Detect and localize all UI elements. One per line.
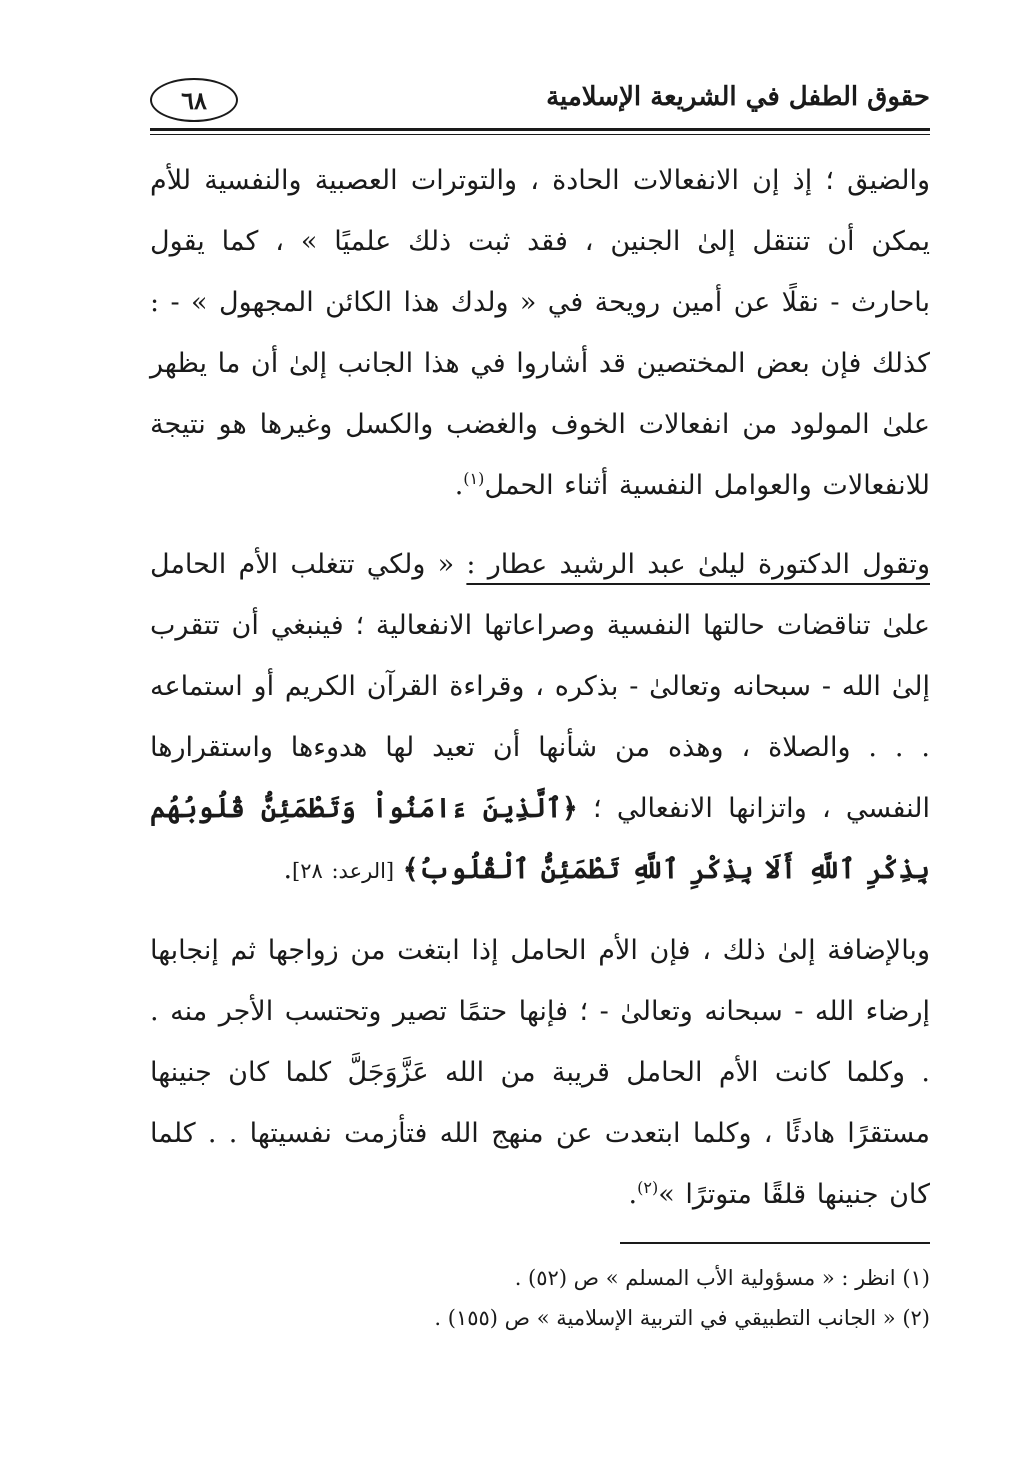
page-number: ٦٨ [181, 85, 207, 115]
surah-reference: [الرعد: ٢٨] [292, 859, 403, 883]
paragraph-3-text: وبالإضافة إلىٰ ذلك ، فإن الأم الحامل إذا ابتغت من زواجها ثم إنجابها إرضاء الله - سبحانه وتعالىٰ - ؛ فإنها حتمًا تصير وتحتسب الأجر منه . . وكلما كانت الأم الحامل قريبة من الله عَزَّوَجَلَّ كلما كان جنينها مستقرًا هادئًا ، وكلما ابتعدت عن منهج الله فتأزمت نفسيتها . . كلما كان جنينها قلقًا متوترًا » [150, 935, 930, 1210]
quran-verse: ﴿ٱلَّذِينَ ءَامَنُواْ وَتَطْمَئِنُّ قُلُوبُهُم بِذِكْرِ ٱللَّهِ أَلَا بِذِكْرِ ٱللَّهِ تَطْمَئِنُّ ٱلْقُلُوبُ﴾ [150, 793, 930, 885]
paragraph-2-lead: وتقول الدكتورة ليلىٰ عبد الرشيد عطار : [466, 549, 930, 580]
paragraph-2-text: « ولكي تتغلب الأم الحامل علىٰ تناقضات حالتها النفسية وصراعاتها الانفعالية ؛ فينبغي أن تتقرب إلىٰ الله - سبحانه وتعالىٰ - بذكره ، وقراءة القرآن الكريم أو استماعه . . . والصلاة ، وهذه من شأنها أن تعيد لها هدوءها واستقرارها النفسي ، واتزانها الانفعالي ؛ [150, 549, 931, 824]
paragraph-2-end: . [283, 854, 293, 885]
footnote-separator [620, 1242, 930, 1244]
page-number-badge [150, 78, 238, 122]
footnote-2: (٢) « الجانب التطبيقي في التربية الإسلامية » ص (١٥٥) . [434, 1306, 930, 1330]
paragraph-3 [150, 920, 930, 1225]
paragraph-3-end: . [628, 1179, 638, 1210]
footnote-ref-1: (١) [463, 469, 485, 488]
paragraph-1 [150, 150, 930, 516]
running-title: حقوق الطفل في الشريعة الإسلامية [546, 82, 930, 112]
book-page [150, 70, 930, 1470]
paragraph-2 [150, 534, 930, 902]
paragraph-1-end: . [454, 470, 464, 501]
page-header [150, 70, 930, 130]
paragraph-1-text: والضيق ؛ إذ إن الانفعالات الحادة ، والتوترات العصبية والنفسية للأم يمكن أن تنتقل إلىٰ الجنين ، فقد ثبت ذلك علميًا » ، كما يقول باحارث - نقلًا عن أمين رويحة في « ولدك هذا الكائن المجهول » - : كذلك فإن بعض المختصين قد أشاروا في هذا الجانب إلىٰ أن ما يظهر علىٰ المولود من انفعالات الخوف والغضب والكسل وغيرها هو نتيجة للانفعالات والعوامل النفسية أثناء الحمل [150, 165, 930, 501]
page-body [150, 150, 930, 1243]
footnote-ref-2: (٢) [637, 1178, 659, 1197]
header-rule [150, 128, 930, 131]
footnote-1: (١) انظر : « مسؤولية الأب المسلم » ص (٥٢) . [514, 1266, 930, 1290]
footnotes [150, 1258, 930, 1338]
